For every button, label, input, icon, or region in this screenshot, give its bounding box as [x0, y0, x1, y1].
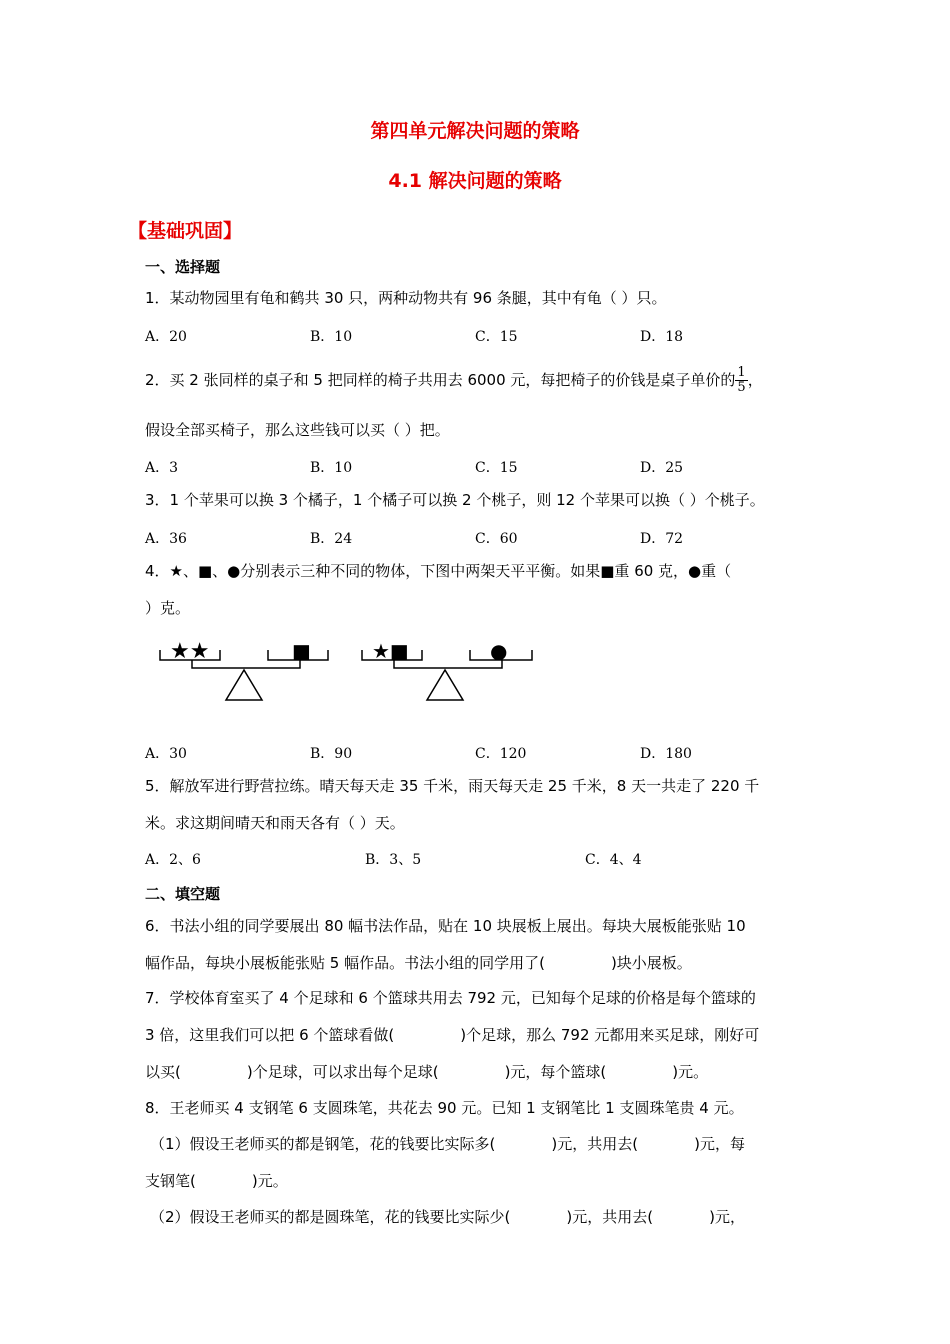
question-2-line-1: [145, 366, 763, 395]
q4-option-b: B．90: [310, 746, 353, 762]
q6-text-1: 幅作品，每块小展板能张贴 5 幅作品。书法小组的同学用了(: [145, 954, 545, 972]
question-8-part-2-line-1: [150, 1207, 745, 1227]
q5-option-b: B．3、5: [365, 852, 422, 868]
question-8-part-1-line-2: [145, 1171, 288, 1191]
q3-option-d: D．72: [640, 531, 684, 547]
q7-text-2: )个足球，那么 792 元都用来买足球，刚好可: [460, 1026, 760, 1044]
page-title: 第四单元解决问题的策略: [370, 120, 580, 142]
q7-text-3: 以买(: [145, 1063, 181, 1081]
q3-option-b: B．24: [310, 531, 353, 547]
q7-text-6: )元。: [672, 1063, 709, 1081]
q8-1-text-3: )元，每: [694, 1135, 745, 1153]
balance-left-right-items: ■: [292, 639, 311, 663]
q5-option-c: C．4、4: [585, 852, 642, 868]
q7-text-5: )元，每个篮球(: [504, 1063, 607, 1081]
q2-option-c: C．15: [475, 460, 518, 476]
q3-option-c: C．60: [475, 531, 518, 547]
q7-text-1: 3 倍，这里我们可以把 6 个篮球看做(: [145, 1026, 395, 1044]
question-2-line-2: 假设全部买椅子，那么这些钱可以买（ ）把。: [145, 421, 450, 439]
q4-option-c: C．120: [475, 746, 527, 762]
balance-right-fulcrum: [427, 670, 463, 700]
q7-text-4: )个足球，可以求出每个足球(: [246, 1063, 439, 1081]
question-7-line-3: [145, 1062, 708, 1082]
q8-2-text-1: （2）假设王老师买的都是圆珠笔，花的钱要比实际少(: [150, 1208, 511, 1226]
q4-option-a: A．30: [145, 746, 187, 762]
q2-text: 2．买 2 张同样的桌子和 5 把同样的椅子共用去 6000 元，每把椅子的价钱是桌子单价的: [145, 371, 736, 389]
part-fill-heading: 二、填空题: [145, 885, 221, 903]
balance-left-fulcrum: [226, 670, 262, 700]
q2-option-b: B．10: [310, 460, 353, 476]
question-7-line-1: 7．学校体育室买了 4 个足球和 6 个篮球共用去 792 元，已知每个足球的价格是每个篮球的: [145, 989, 756, 1007]
question-5-line-1: 5．解放军进行野营拉练。晴天每天走 35 千米，雨天每天走 25 千米，8 天一共走了 220 千: [145, 777, 760, 795]
q1-option-a: A．20: [145, 329, 187, 345]
balance-right-right-items: ●: [490, 639, 508, 663]
q1-option-d: D．18: [640, 329, 684, 345]
q8-1-text-5: )元。: [251, 1172, 288, 1190]
balance-right: [362, 639, 532, 700]
question-4-line-1: 4．★、■、●分别表示三种不同的物体，下图中两架天平平衡。如果■重 60 克，●重（: [145, 562, 732, 580]
question-8-part-1-line-1: [150, 1134, 745, 1154]
page-subtitle: 4.1 解决问题的策略: [388, 170, 562, 192]
balance-right-left-items: ★■: [372, 639, 409, 663]
question-1: 1．某动物园里有龟和鹤共 30 只，两种动物共有 96 条腿，其中有龟（ ）只。: [145, 289, 667, 307]
question-6-line-1: 6．书法小组的同学要展出 80 幅书法作品，贴在 10 块展板上展出。每块大展板能张贴 10: [145, 917, 746, 935]
q5-option-a: A．2、6: [145, 852, 201, 868]
balance-right-beam: [394, 660, 502, 668]
q2-option-a: A．3: [145, 460, 179, 476]
q8-2-text-3: )元，: [709, 1208, 745, 1226]
q2-fraction: [735, 366, 747, 395]
q2-option-d: D．25: [640, 460, 684, 476]
section-heading: 【基础巩固】: [128, 220, 243, 242]
q8-1-text-4: 支钢笔(: [145, 1172, 196, 1190]
part-choice-heading: 一、选择题: [145, 258, 221, 276]
q2-comma: ，: [747, 371, 763, 389]
question-6-line-2: [145, 953, 692, 973]
q1-option-c: C．15: [475, 329, 518, 345]
q4-option-d: D．180: [640, 746, 692, 762]
question-8: 8．王老师买 4 支钢笔 6 支圆珠笔，共花去 90 元。已知 1 支钢笔比 1 支圆珠笔贵 4 元。: [145, 1099, 744, 1117]
q1-option-b: B．10: [310, 329, 353, 345]
balance-left: [160, 639, 328, 700]
question-7-line-2: [145, 1025, 759, 1045]
question-3: 3．1 个苹果可以换 3 个橘子，1 个橘子可以换 2 个桃子，则 12 个苹果可以换（ ）个桃子。: [145, 491, 765, 509]
q8-1-text-1: （1）假设王老师买的都是钢笔，花的钱要比实际多(: [150, 1135, 496, 1153]
question-5-line-2: 米。求这期间晴天和雨天各有（ ）天。: [145, 814, 405, 832]
q2-fraction-denominator: 5: [737, 380, 746, 395]
balance-left-left-items: ★★: [170, 639, 210, 664]
q8-1-text-2: )元，共用去(: [551, 1135, 639, 1153]
q3-option-a: A．36: [145, 531, 187, 547]
q6-text-2: )块小展板。: [610, 954, 692, 972]
question-4-line-2: ）克。: [145, 599, 191, 617]
balance-figure: [150, 630, 550, 710]
q8-2-text-2: )元，共用去(: [566, 1208, 654, 1226]
q2-fraction-numerator: 1: [737, 365, 746, 380]
